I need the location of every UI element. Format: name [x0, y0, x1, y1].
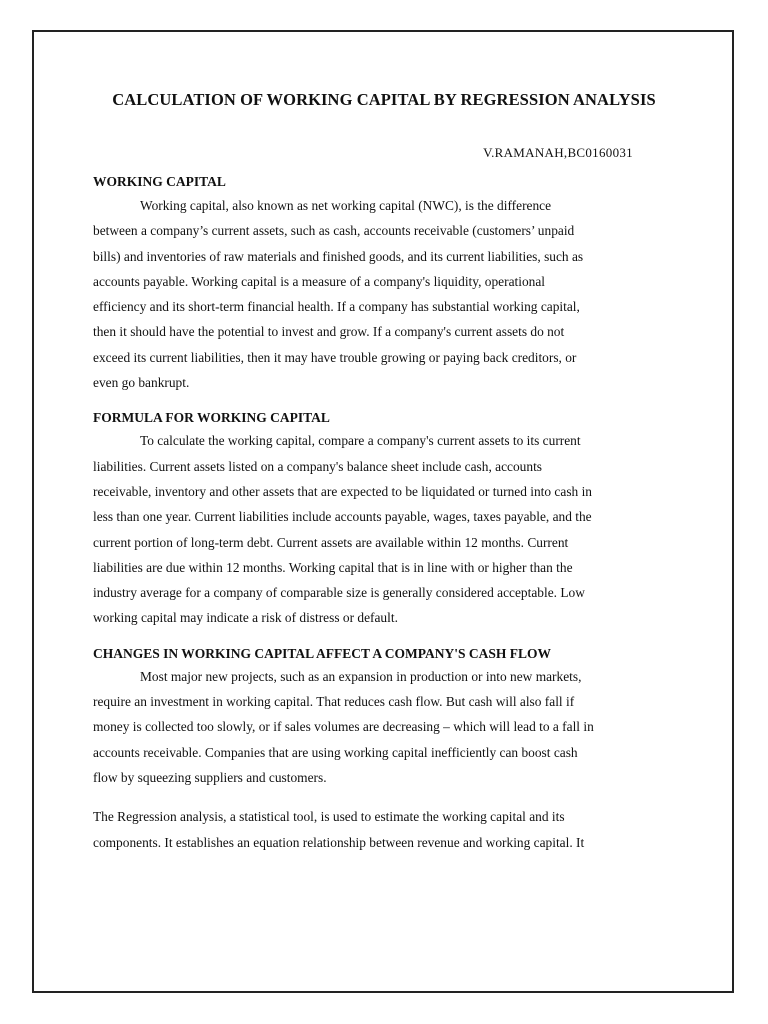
- text-line: less than one year. Current liabilities include accounts payable, wages, taxes payable, and the: [93, 509, 592, 525]
- document-title: CALCULATION OF WORKING CAPITAL BY REGRESSION ANALYSIS: [112, 90, 656, 109]
- section-heading-cash-flow: CHANGES IN WORKING CAPITAL AFFECT A COMPANY'S CASH FLOW: [93, 645, 552, 661]
- paragraph-cash-flow: [93, 664, 675, 790]
- text-line: even go bankrupt.: [93, 375, 190, 391]
- text-line: liabilities are due within 12 months. Working capital that is in line with or higher than the: [93, 559, 573, 575]
- section-heading-formula: FORMULA FOR WORKING CAPITAL: [93, 410, 330, 426]
- text-line: current portion of long-term debt. Current assets are available within 12 months. Current: [93, 534, 569, 550]
- text-line: require an investment in working capital. That reduces cash flow. But cash will also fall if: [93, 694, 575, 710]
- text-line: bills) and inventories of raw materials and finished goods, and its current liabilities, such as: [93, 248, 584, 264]
- document-body: [93, 84, 675, 855]
- text-line: liabilities. Current assets listed on a company's balance sheet include cash, accounts: [93, 458, 543, 474]
- text-line: components. It establishes an equation relationship between revenue and working capital. It: [93, 834, 585, 850]
- paragraph-regression: [93, 804, 675, 855]
- text-line: efficiency and its short-term financial health. If a company has substantial working capital,: [93, 299, 580, 315]
- text-line: Most major new projects, such as an expansion in production or into new markets,: [140, 668, 582, 684]
- text-line: receivable, inventory and other assets that are expected to be liquidated or turned into cash in: [93, 483, 592, 499]
- paragraph-working-capital: [93, 193, 675, 395]
- section-heading-working-capital: WORKING CAPITAL: [93, 174, 226, 189]
- text-line: accounts receivable. Companies that are using working capital inefficiently can boost cash: [93, 744, 578, 760]
- text-line: flow by squeezing suppliers and customers.: [93, 769, 327, 785]
- text-line: money is collected too slowly, or if sales volumes are decreasing – which will lead to a fall in: [93, 719, 594, 735]
- text-line: industry average for a company of comparable size is generally considered acceptable. Low: [93, 585, 585, 601]
- text-line: accounts payable. Working capital is a measure of a company's liquidity, operational: [93, 273, 546, 289]
- author-line: V.RAMANAH,BC0160031: [483, 145, 633, 160]
- text-line: Working capital, also known as net working capital (NWC), is the difference: [140, 198, 552, 213]
- text-line: then it should have the potential to invest and grow. If a company's current assets do not: [93, 324, 565, 340]
- text-line: The Regression analysis, a statistical tool, is used to estimate the working capital and its: [93, 809, 565, 825]
- text-line: between a company’s current assets, such as cash, accounts receivable (customers’ unpaid: [93, 223, 575, 239]
- text-line: To calculate the working capital, compare a company's current assets to its current: [140, 433, 581, 449]
- paragraph-formula: [93, 428, 675, 630]
- text-line: working capital may indicate a risk of distress or default.: [93, 610, 398, 626]
- text-line: exceed its current liabilities, then it may have trouble growing or paying back creditors, or: [93, 349, 577, 365]
